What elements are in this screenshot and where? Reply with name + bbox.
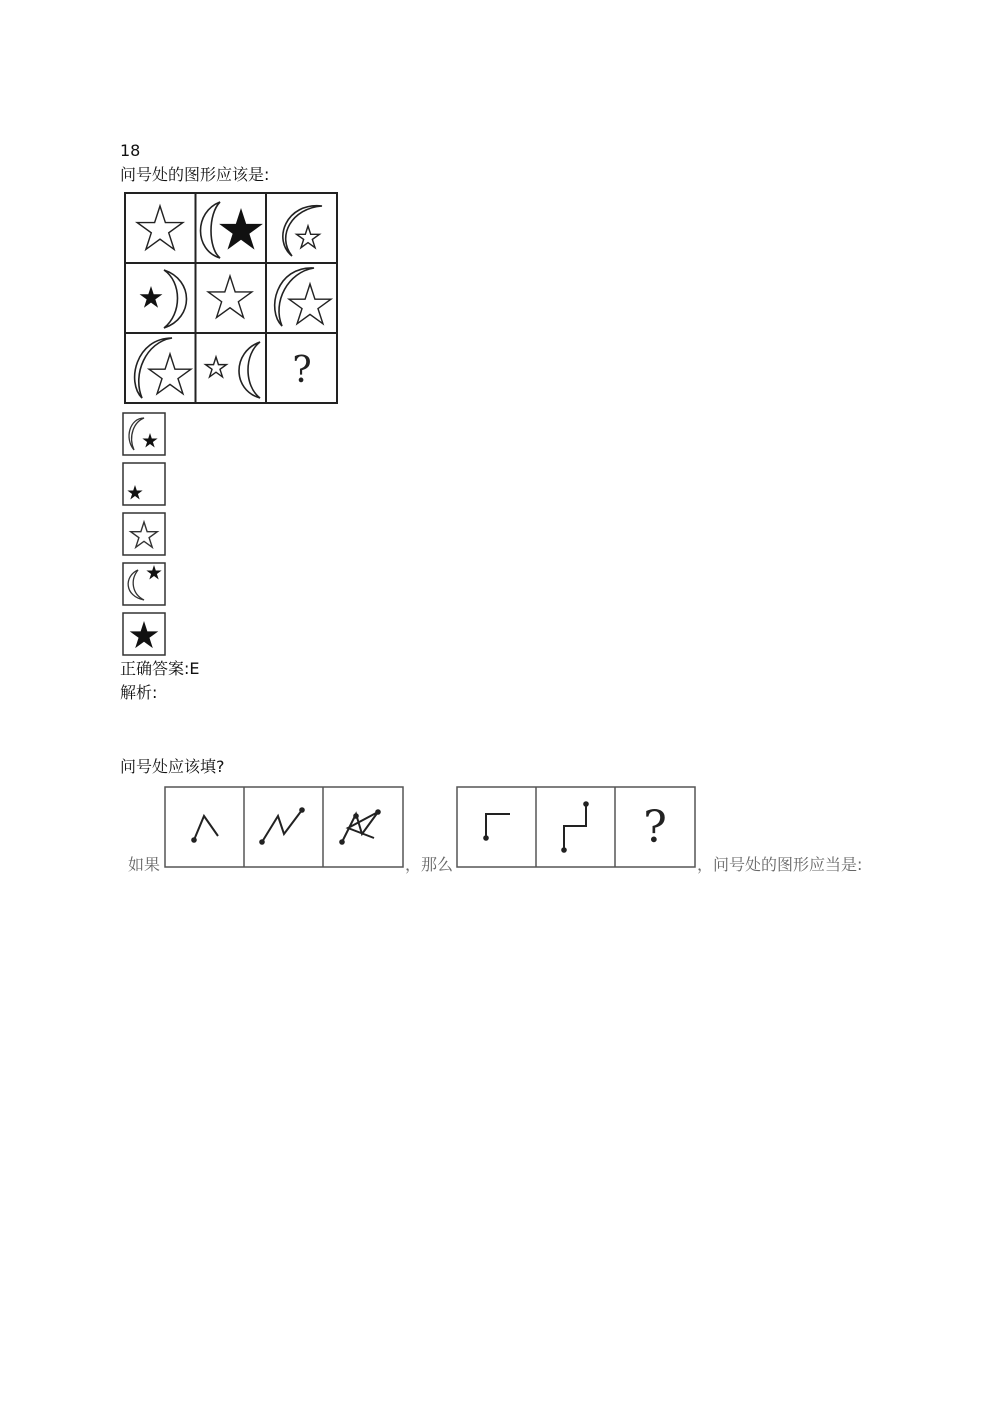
answer-text: 正确答案:E <box>120 659 200 678</box>
zigzag-1-icon <box>194 816 218 840</box>
step-line-icon <box>564 804 586 850</box>
zigzag-3-icon <box>342 812 378 842</box>
cell-3-1-moon-star-icon <box>135 338 191 398</box>
question-prompt: 问号处的图形应该是: <box>120 165 270 184</box>
puzzle-matrix <box>124 192 338 404</box>
cell-1-1-star-icon <box>137 206 183 249</box>
zigzag-2-icon <box>262 810 302 842</box>
cell-1-2-moon-star-icon <box>201 202 263 258</box>
cell-2-2-star-icon <box>208 276 252 318</box>
analysis-label: 解析: <box>120 683 158 702</box>
figure-question-mark: ? <box>643 802 667 853</box>
cell-2-3-moon-star-icon <box>275 268 331 326</box>
prefix-text: 如果 <box>128 855 161 874</box>
question-number: 18 <box>120 141 141 160</box>
cell-3-2-star-moon-icon <box>206 342 260 398</box>
moon-small-black-star-icon <box>129 418 158 450</box>
question-figure-row <box>120 786 890 880</box>
option-c[interactable] <box>122 512 166 556</box>
option-e[interactable] <box>122 612 166 656</box>
moon-black-star-top-icon <box>128 565 161 600</box>
option-d[interactable] <box>122 562 166 606</box>
suffix-text: ，问号处的图形应当是: <box>697 855 863 874</box>
small-black-star-icon <box>127 485 142 499</box>
cell-2-1-star-moon-icon <box>140 270 187 328</box>
matrix-question-mark: ? <box>292 350 312 391</box>
middle-text: ，那么 <box>405 855 454 874</box>
figure-group-1 <box>164 786 404 868</box>
option-a[interactable] <box>122 412 166 456</box>
large-black-star-icon <box>130 621 159 648</box>
outline-star-icon <box>131 522 158 547</box>
question-prompt-2: 问号处应该填? <box>120 757 225 776</box>
cell-1-3-moon-star-icon <box>283 206 322 256</box>
corner-line-icon <box>486 814 510 838</box>
option-b[interactable] <box>122 462 166 506</box>
figure-group-2 <box>456 786 696 868</box>
